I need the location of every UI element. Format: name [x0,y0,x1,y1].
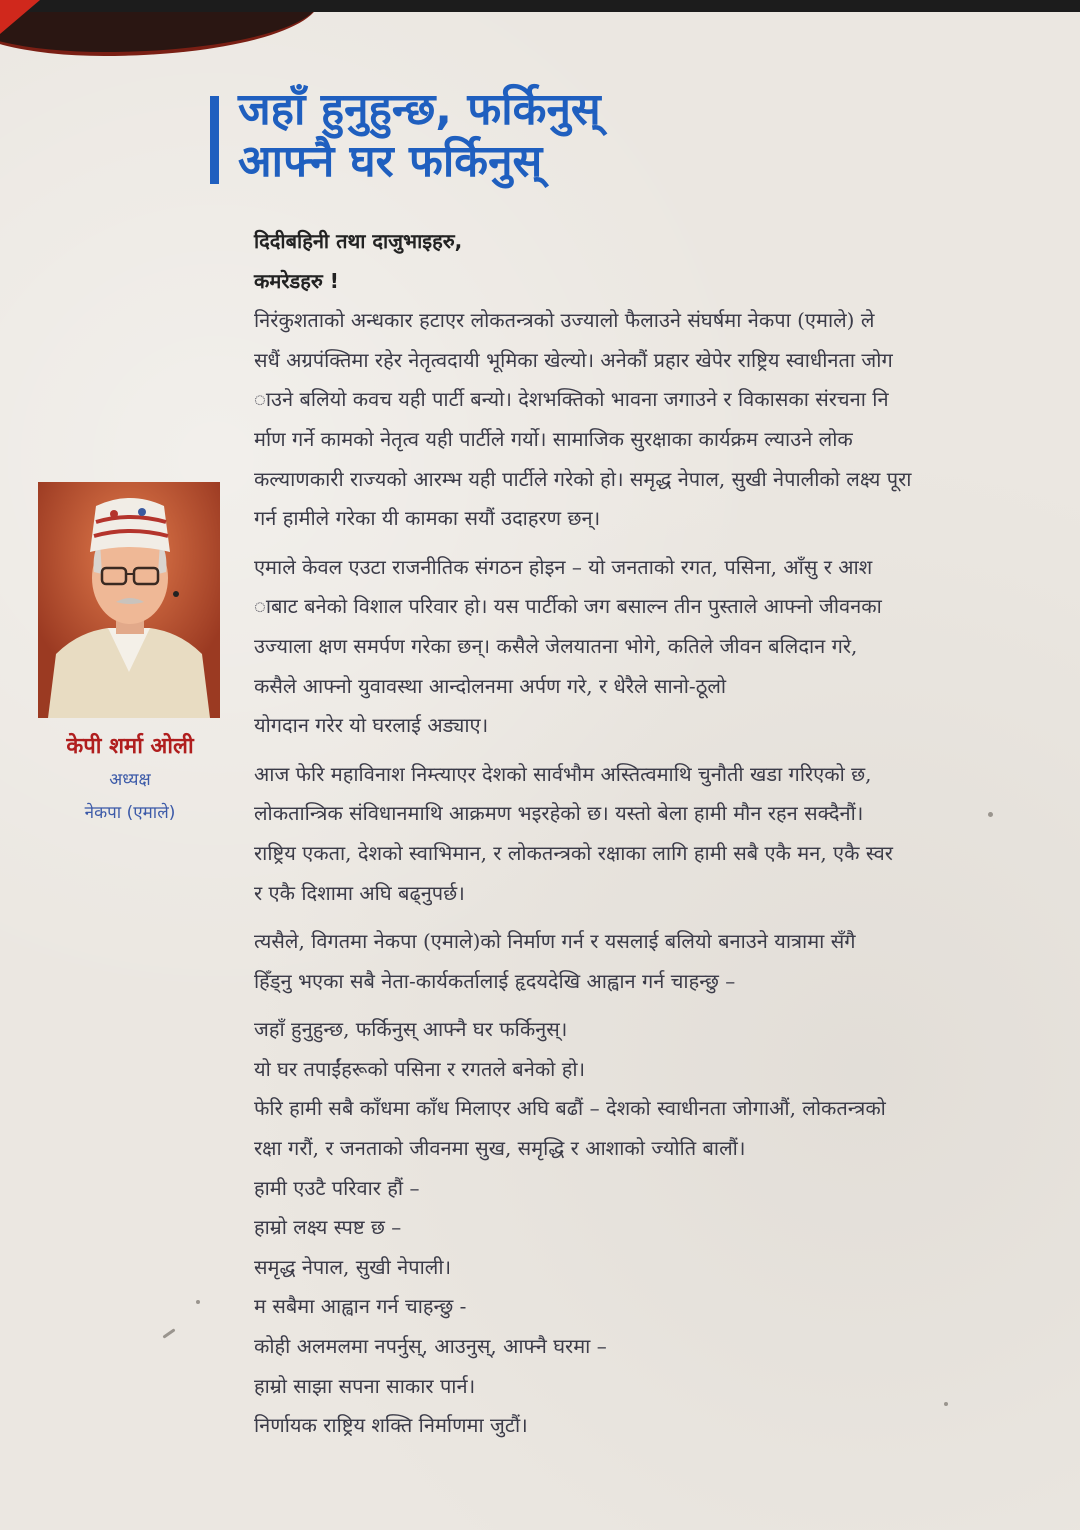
paragraph-5 [254,1010,990,1446]
paragraph-line: आज फेरि महाविनाश निम्त्याएर देशको सार्वभौम अस्तित्वमाथि चुनौती खडा गरिएको छ, [254,761,872,786]
paragraph-1 [254,301,990,539]
paragraph-line: र एकै दिशामा अघि बढ्नुपर्छ। [254,880,465,905]
paragraph-line: म सबैमा आह्वान गर्न चाहन्छु - [254,1294,467,1319]
paragraph-line: निरंकुशताको अन्धकार हटाएर लोकतन्त्रको उज्यालो फैलाउने संघर्षमा नेकपा (एमाले) ले [254,308,875,333]
paragraph-line: कल्याणकारी राज्यको आरम्भ यही पार्टीले गरेको हो। समृद्ध नेपाल, सुखी नेपालीको लक्ष्य पूरा [254,466,912,491]
portrait-topi-pattern [138,508,146,516]
paragraph-line: एमाले केवल एउटा राजनीतिक संगठन होइन – यो जनताको रगत, पसिना, आँसु र आश [254,554,873,579]
portrait-topi-pattern [110,510,118,518]
corner-accent [0,0,40,34]
author-role: अध्यक्ष [109,770,151,790]
paragraph-line: हाम्रो लक्ष्य स्पष्ट छ – [254,1215,402,1240]
paragraph-line: हाम्रो साझा सपना साकार पार्न। [254,1373,476,1398]
paragraph-line: जहाँ हुनुहुन्छ, फर्किनुस् आफ्नै घर फर्किनुस्। [254,1017,568,1042]
author-party: नेकपा (एमाले) [84,803,176,823]
paragraph-line: कसैले आफ्नो युवावस्था आन्दोलनमा अर्पण गरे, र धेरैले सानो-ठूलो [254,673,727,698]
paragraph-line: रक्षा गरौं, र जनताको जीवनमा सुख, समृद्धि र आशाको ज्योति बालौं। [254,1136,746,1161]
paragraph-line: त्यसैले, विगतमा नेकपा (एमाले)को निर्माण गर्न र यसलाई बलियो बनाउने यात्रामा सँगै [254,929,856,954]
paper-speck [196,1300,200,1304]
paragraph-2 [254,548,990,746]
title-line-2: आफ्नै घर फर्किनुस् [238,136,543,187]
title-line-1: जहाँ हुनुहुन्छ, फर्किनुस् [238,84,601,135]
paragraph-4 [254,922,990,1001]
paragraph-line: ाउने बलियो कवच यही पार्टी बन्यो। देशभक्तिको भावना जगाउने र विकासका संरचना नि [254,387,889,412]
author-name: केपी शर्मा ओली [66,734,194,759]
top-bar [0,0,1080,12]
author-portrait [38,482,220,718]
letter-body [254,222,990,1455]
title-accent-bar [210,96,219,184]
paragraph-line: हिँड्नु भएका सबै नेता-कार्यकर्तालाई हृदयदेखि आह्वान गर्न चाहन्छु – [254,968,736,993]
greeting-line-2: कमरेडहरु ! [254,268,339,293]
paragraph-line: उज्याला क्षण समर्पण गरेका छन्। कसैले जेलयातना भोगे, कतिले जीवन बलिदान गरे, [254,633,858,658]
paragraph-line: हामी एउटै परिवार हौं – [254,1175,420,1200]
paragraph-line: सधैं अग्रपंक्तिमा रहेर नेतृत्वदायी भूमिका खेल्यो। अनेकौं प्रहार खेपेर राष्ट्रिय स्वाधीनता जोग [254,347,893,372]
paragraph-line: ाबाट बनेको विशाल परिवार हो। यस पार्टीको जग बसाल्न तीन पुस्ताले आफ्नो जीवनका [254,594,882,619]
paragraph-line: योगदान गरेर यो घरलाई अड्याए। [254,713,489,738]
paragraph-line: र्माण गर्ने कामको नेतृत्व यही पार्टीले गर्यो। सामाजिक सुरक्षाका कार्यक्रम ल्याउने लोक [254,426,853,451]
paragraph-line: लोकतान्त्रिक संविधानमाथि आक्रमण भइरहेको छ। यस्तो बेला हामी मौन रहन सक्दैनौं। [254,801,864,826]
paragraph-line: निर्णायक राष्ट्रिय शक्ति निर्माणमा जुटौं। [254,1413,528,1438]
paragraph-line: कोही अलमलमा नपर्नुस्, आउनुस्, आफ्नै घरमा – [254,1334,607,1359]
portrait-illustration [38,482,220,718]
paragraph-line: यो घर तपाईंहरूको पसिना र रगतले बनेको हो। [254,1056,586,1081]
paragraph-line: राष्ट्रिय एकता, देशको स्वाभिमान, र लोकतन्त्रको रक्षाका लागि हामी सबै एकै मन, एकै स्वर [254,840,893,865]
page-title [238,84,858,188]
paragraph-line: गर्न हामीले गरेका यी कामका सयौं उदाहरण छन्। [254,506,601,531]
paragraph-3 [254,755,990,913]
paragraph-line: समृद्ध नेपाल, सुखी नेपाली। [254,1254,452,1279]
paragraph-line: फेरि हामी सबै काँधमा काँध मिलाएर अघि बढौं – देशको स्वाधीनता जोगाऔं, लोकतन्त्रको [254,1096,886,1121]
greeting-line-1: दिदीबहिनी तथा दाजुभाइहरु, [254,229,463,253]
portrait-topi [90,498,170,552]
portrait-microphone [173,591,179,597]
